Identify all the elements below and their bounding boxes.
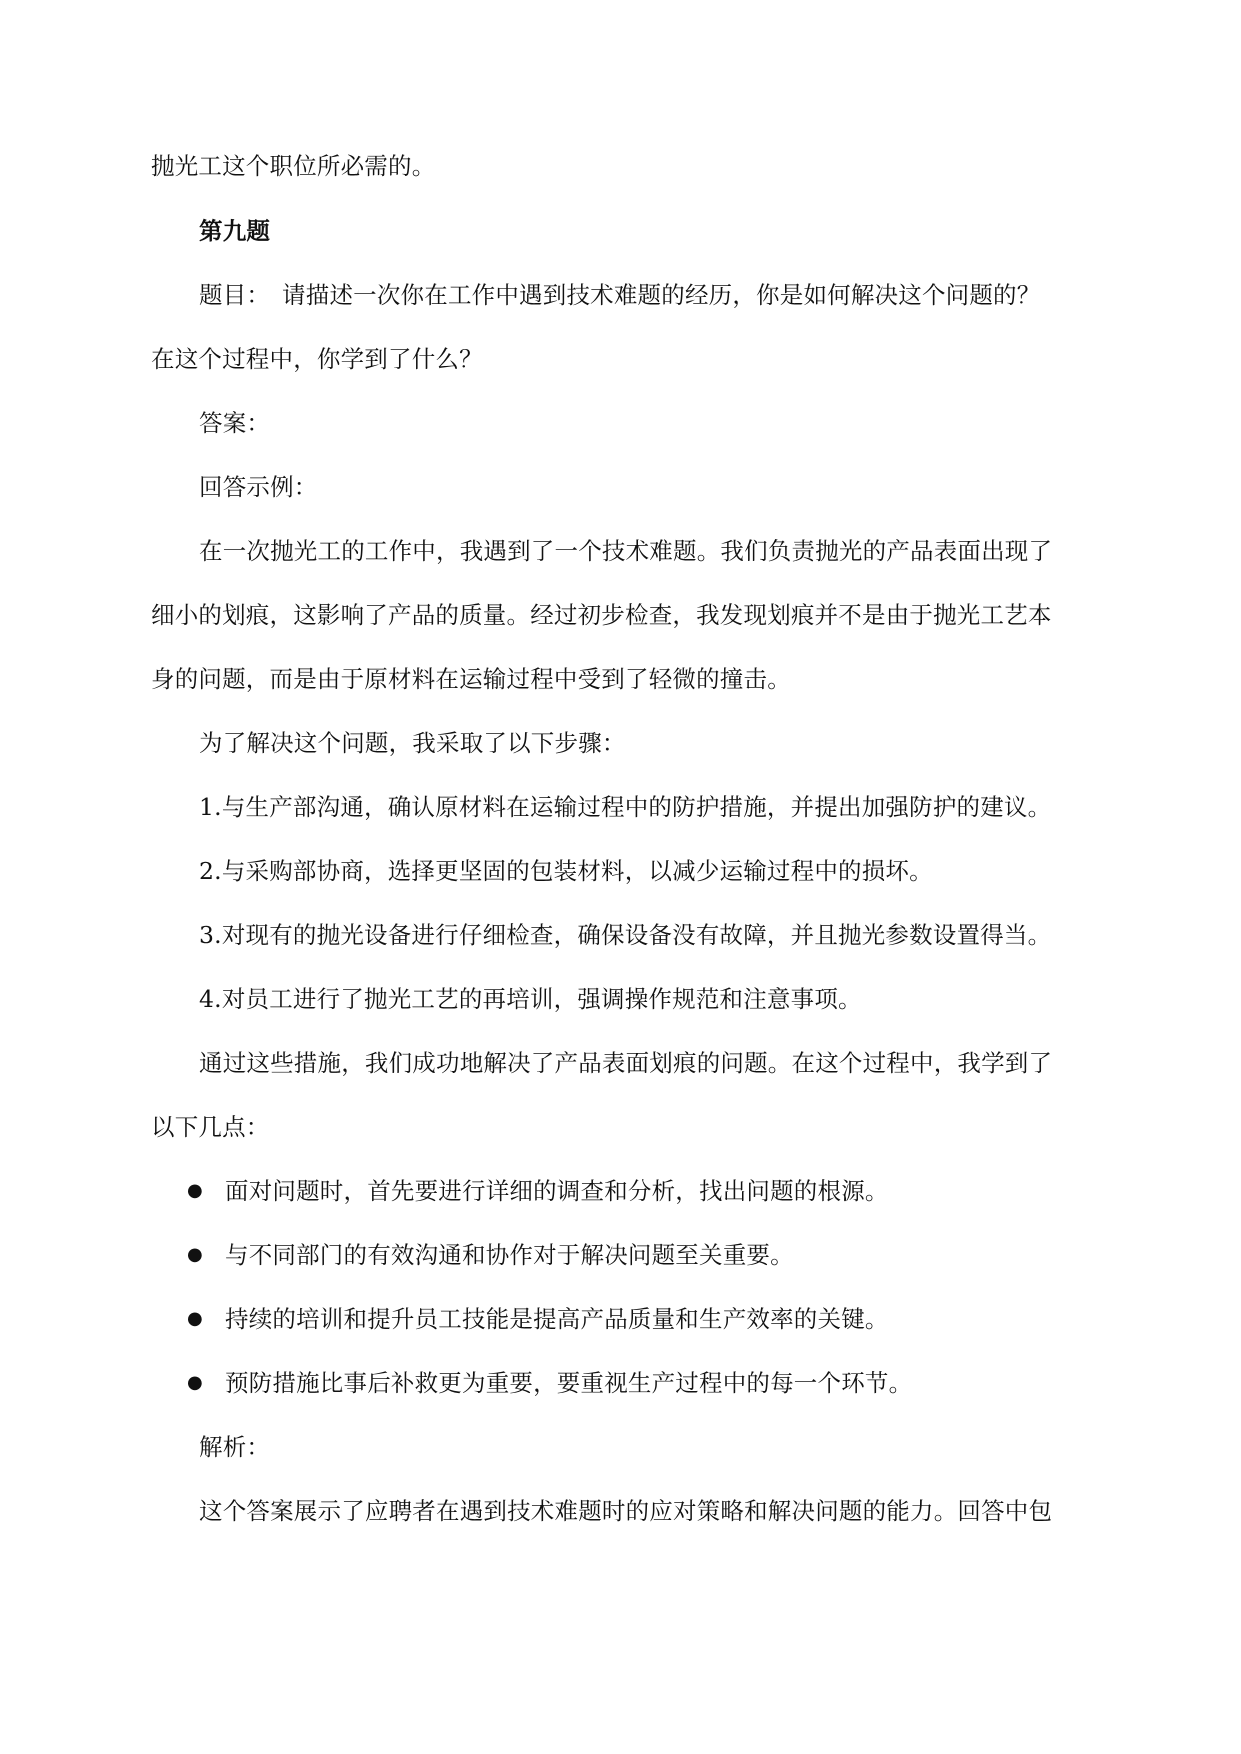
text-line: 抛光工这个职位所必需的。 — [151, 152, 436, 180]
example-label: 回答示例： — [199, 473, 318, 501]
lesson-item: 持续的培训和提升员工技能是提高产品质量和生产效率的关键。 — [225, 1305, 889, 1333]
answer-label: 答案： — [199, 409, 271, 437]
lesson-item: 面对问题时，首先要进行详细的调查和分析，找出问题的根源。 — [225, 1177, 889, 1205]
step-item: 1.与生产部沟通，确认原材料在运输过程中的防护措施，并提出加强防护的建议。 — [199, 793, 1052, 821]
question-heading: 第九题 — [199, 217, 271, 245]
question-text-line: 在这个过程中，你学到了什么？ — [151, 345, 483, 373]
paragraph-line: 细小的划痕，这影响了产品的质量。经过初步检查，我发现划痕并不是由于抛光工艺本 — [151, 601, 1052, 629]
bullet-icon: ● — [187, 1180, 203, 1201]
steps-intro: 为了解决这个问题，我采取了以下步骤： — [199, 729, 626, 757]
bullet-icon: ● — [187, 1372, 203, 1393]
paragraph-line: 以下几点： — [151, 1113, 270, 1141]
step-item: 4.对员工进行了抛光工艺的再培训，强调操作规范和注意事项。 — [199, 985, 862, 1013]
lesson-item: 与不同部门的有效沟通和协作对于解决问题至关重要。 — [225, 1241, 794, 1269]
question-text-line: 题目： 请描述一次你在工作中遇到技术难题的经历，你是如何解决这个问题的？ — [199, 281, 1041, 309]
paragraph-line: 身的问题，而是由于原材料在运输过程中受到了轻微的撞击。 — [151, 665, 791, 693]
analysis-text-line: 这个答案展示了应聘者在遇到技术难题时的应对策略和解决问题的能力。回答中包 — [199, 1497, 1053, 1525]
step-item: 2.与采购部协商，选择更坚固的包装材料，以减少运输过程中的损坏。 — [199, 857, 933, 885]
paragraph-line: 在一次抛光工的工作中，我遇到了一个技术难题。我们负责抛光的产品表面出现了 — [199, 537, 1053, 565]
bullet-icon: ● — [187, 1308, 203, 1329]
bullet-icon: ● — [187, 1244, 203, 1265]
step-item: 3.对现有的抛光设备进行仔细检查，确保设备没有故障，并且抛光参数设置得当。 — [199, 921, 1052, 949]
paragraph-line: 通过这些措施，我们成功地解决了产品表面划痕的问题。在这个过程中，我学到了 — [199, 1049, 1053, 1077]
lesson-item: 预防措施比事后补救更为重要，要重视生产过程中的每一个环节。 — [225, 1369, 913, 1397]
analysis-label: 解析： — [199, 1433, 271, 1461]
